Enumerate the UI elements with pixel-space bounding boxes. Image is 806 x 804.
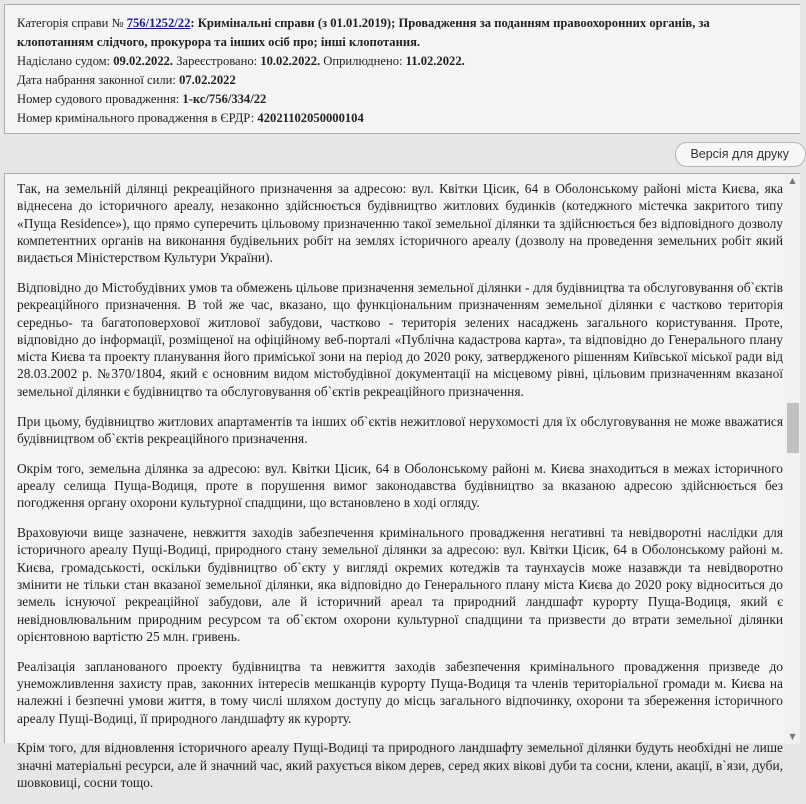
paragraph: Відповідно до Містобудівних умов та обмежень цільове призначення земельної ділянки - для будівництва та обслуговування об`єктів рекреаційного призначення. В той же час, вказано, що функціональним призначенням земельної ділянки є частково територія середньо- та багатоповерхової житлової забудови, частково - територія зелених насаджень загального користування. Проте, відповідно до інформації, розміщеної на офіційному веб-порталі «Публічна кадастрова карта», та відповідно до Генерального плану міста Києва та проекту планування його приміської зони на період до 2020 року, затвердженого рішенням Київської міської ради від 28.03.2002 р. №370/1804, який є основним видом містобудівної документації на місцевому рівні, цільовим призначенням вказаної земельної ділянки є будівництво та обслуговування об`єктів рекреаційного призначення. <box>17 279 783 399</box>
case-number-link[interactable]: 756/1252/22 <box>126 16 191 30</box>
scroll-up-arrow-icon[interactable]: ▲ <box>789 176 796 185</box>
paragraph: При цьому, будівництво житлових апартаментів та інших об`єктів нежитлової нерухомості для їх обслуговування не може вважатися будівництвом об`єктів рекреаційного призначення. <box>17 413 783 446</box>
published-date: 11.02.2022. <box>405 54 465 68</box>
scroll-thumb[interactable] <box>787 403 799 453</box>
sent-date: 09.02.2022. <box>113 54 174 68</box>
document-text-panel <box>4 173 800 790</box>
erdr-number-line <box>17 109 800 128</box>
proceeding-label: Номер судового провадження: <box>17 92 183 106</box>
erdr-number: 42021102050000104 <box>257 111 364 125</box>
paragraph: Так, на земельній ділянці рекреаційного призначення за адресою: вул. Квітки Цісик, 64 в Оболонському районі міста Києва, яка віднесена до історичного ареалу, незаконно здійснюється будівництво житлових будинків (котеджного містечка закритого типу «Пуща Residence»), що прямо суперечить цільовому призначенню такої земельної ділянки та здійснюється без відповідного дозволу компетентних органів на виконання будівельних робіт на землях історичного ареалу (дозволу на проведення земельних робіт який видається Міністерством Культури України). <box>17 181 783 266</box>
published-label: Оприлюднено: <box>320 54 406 68</box>
category-text: : Кримінальні справи (з 01.01.2019); Провадження за поданням правоохоронних органів, за клопотанням слідчого, прокурора та інших осіб про; інші клопотання. <box>17 16 710 49</box>
case-info-panel <box>4 4 800 134</box>
print-version-button[interactable]: Версія для друку <box>675 142 806 167</box>
dates-line <box>17 52 800 71</box>
registered-date: 10.02.2022. <box>260 54 321 68</box>
paragraph: Реалізація запланованого проекту будівництва та невжиття заходів забезпечення кримінального провадження призведе до унеможливлення захисту прав, законних інтересів мешканців курорту Пуща-Водиця та членів територіальної громади м. Києва на належні і безпечні умови життя, в тому числі шляхом доступу до місць загального відпочинку, охорони та збереження історичного ареалу Пущі-Водиці, її природного ландшафту як курорту. <box>17 658 783 726</box>
category-label: Категорія справи № <box>17 16 127 30</box>
case-category-line <box>17 14 787 52</box>
toolbar <box>0 138 800 170</box>
effective-date: 07.02.2022 <box>179 73 236 87</box>
proceeding-number: 1-кс/756/334/22 <box>182 92 267 106</box>
paragraph: Враховуючи вище зазначене, невжиття заходів забезпечення кримінального провадження негативні та невідворотні наслідки для історичного ареалу Пущі-Водиці, природного стану земельної ділянки за адресою: вул. Квітки Цісик, 64 в Оболонському районі м. Києва, громадськості, оскільки будівництво об`єкту у вигляді окремих котеджів та таунхаусів може назавжди та невідворотно змінити не тільки стан вказаної земельної ділянки, яка відповідно до Генерального плану міста Києва до 2020 року відноситься до земель існуючої рекреаційної забудови, але й історичний ареал та природний ландшафт курорту Пуща-Водиця, який є невідновлювальним природним ресурсом та об`єктом охорони культурної спадщини та призвести до втрати земельної ділянки орієнтовною вартістю 25 млн. гривень. <box>17 525 783 644</box>
scroll-down-arrow-icon[interactable]: ▼ <box>789 732 796 741</box>
paragraph: Крім того, для відновлення історичного ареалу Пущі-Водиці та природного ландшафту земельної ділянки будуть необхідні не лише значні матеріальні ресурси, але й значний час, який рахується віком дерев, серед яких вікові дуби та сосни, клени, акації, в`язи, дуби, шовковиці, сосни тощо. <box>17 740 783 790</box>
vertical-scrollbar[interactable] <box>785 174 800 744</box>
effective-date-line <box>17 71 800 90</box>
sent-label: Надіслано судом: <box>17 54 114 68</box>
effective-label: Дата набрання законної сили: <box>17 73 180 87</box>
document-body <box>17 180 783 804</box>
proceeding-number-line <box>17 90 800 109</box>
registered-label: Зареєстровано: <box>173 54 261 68</box>
erdr-label: Номер кримінального провадження в ЄРДР: <box>17 111 258 125</box>
paragraph: Окрім того, земельна ділянка за адресою: вул. Квітки Цісик, 64 в Оболонському районі м. Києва знаходиться в межах історичного ареалу селища Пуща-Водиця, проте в порушення вимог законодавства будівництво за вказаною адресою здійснюється без погодження органу охорони культурної спадщини, що встановлено в ході огляду. <box>17 460 783 511</box>
